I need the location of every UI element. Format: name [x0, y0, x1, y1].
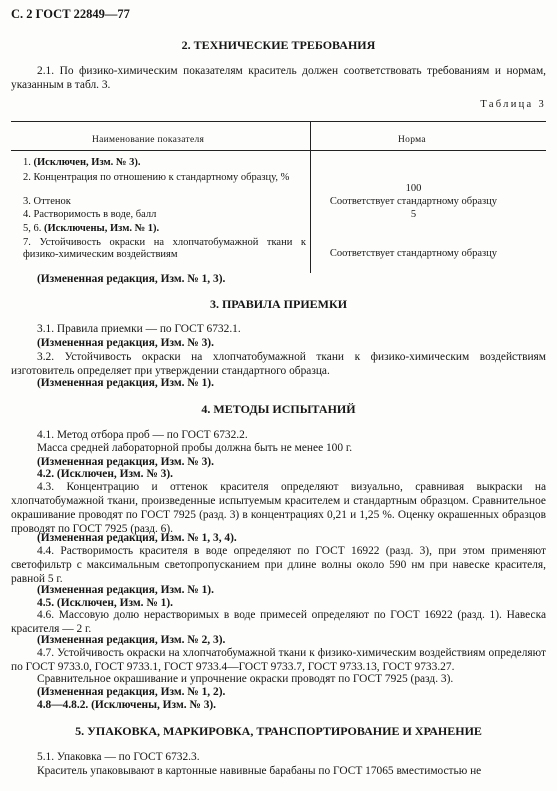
paragraph-4-8: 4.8—4.8.2. (Исключены, Изм. № 3).: [37, 699, 217, 711]
row-number: 3.: [23, 196, 34, 207]
amendment-note: (Измененная редакция, Изм. № 3).: [37, 456, 214, 468]
section-2-title: 2. ТЕХНИЧЕСКИЕ ТРЕБОВАНИЯ: [181, 38, 376, 52]
table-amendment-note: (Измененная редакция, Изм. № 1, 3).: [37, 273, 226, 285]
row-number: 5, 6.: [23, 223, 44, 234]
section-5-title: 5. УПАКОВКА, МАРКИРОВКА, ТРАНСПОРТИРОВАНИЕ И ХРАНЕНИЕ: [75, 724, 482, 738]
table-header-rule: [11, 150, 546, 151]
row-number: 7.: [23, 237, 40, 248]
table-header-indicator: Наименование показателя: [92, 135, 205, 145]
row-name: (Исключен, Изм. № 3).: [33, 157, 141, 168]
section-4-title: 4. МЕТОДЫ ИСПЫТАНИЙ: [201, 402, 356, 416]
amendment-note: (Измененная редакция, Изм. № 1, 2).: [37, 686, 226, 698]
row-name: Оттенок: [33, 196, 71, 207]
page-header: С. 2 ГОСТ 22849—77: [11, 7, 130, 21]
row-norm: Соответствует стандартному образцу: [329, 196, 498, 207]
row-number: 1.: [23, 157, 34, 168]
paragraph-4-1: 4.1. Метод отбора проб — по ГОСТ 6732.2.: [37, 429, 248, 441]
row-norm: 100: [405, 183, 422, 194]
row-name: Устойчивость окраски на хлопчатобумажной ткани к физико-химическим воздействиям: [23, 237, 307, 260]
table-row: [23, 196, 306, 208]
paragraph-4-3: 4.3. Концентрацию и оттенок красителя определяют визуально, сравнивая выкраски на хлопчатобумажной ткани, произведенные испытуемым красителем и стандартным образцом. Сравнительное окрашивание проводят по ГОСТ 7925 (разд. 3) в концентрациях 0,21 и 1,25 %. Оценку окрашенных образцов проводят по ГОСТ 7925 (разд. 6).: [11, 481, 546, 535]
table-row: [23, 157, 306, 169]
amendment-note: (Измененная редакция, Изм. № 2, 3).: [37, 634, 226, 646]
amendment-note: (Измененная редакция, Изм. № 1).: [37, 377, 214, 389]
row-name: Концентрация по отношению к стандартному образцу, %: [33, 172, 290, 183]
paragraph-3-1: 3.1. Правила приемки — по ГОСТ 6732.1.: [37, 323, 241, 335]
table-row: [23, 237, 306, 260]
row-norm: Соответствует стандартному образцу: [329, 248, 498, 259]
paragraph-4-5: 4.5. (Исключен, Изм. № 1).: [37, 597, 173, 609]
table-row: [23, 209, 306, 221]
amendment-note: (Измененная редакция, Изм. № 1).: [37, 584, 214, 596]
paragraph-4-7-dyeing: Сравнительное окрашивание и упрочнение окраски проводят по ГОСТ 7925 (разд. 3).: [37, 673, 454, 685]
row-number: 2.: [23, 172, 34, 183]
paragraph-5-1: 5.1. Упаковка — по ГОСТ 6732.3.: [37, 751, 200, 763]
row-number: 4.: [23, 209, 34, 220]
paragraph-4-2: 4.2. (Исключен, Изм. № 3).: [37, 468, 173, 480]
table-top-rule: [11, 121, 546, 122]
paragraph-4-1-mass: Масса средней лабораторной пробы должна быть не менее 100 г.: [37, 442, 353, 454]
table-row: [23, 172, 306, 184]
table-header-norm: Норма: [398, 135, 426, 145]
paragraph-4-4: 4.4. Растворимость красителя в воде определяют по ГОСТ 16922 (разд. 3), при этом применяют светофильтр с максимальным светопропусканием при длине волны около 590 нм при навеске красителя, равной 5 г.: [11, 545, 546, 585]
row-name: Растворимость в воде, балл: [33, 209, 157, 220]
paragraph-2-1: 2.1. По физико-химическим показателям краситель должен соответствовать требованиям и нормам, указанным в табл. 3.: [11, 65, 546, 91]
table-row: [23, 223, 306, 235]
row-norm: 5: [410, 209, 417, 220]
paragraph-4-7: 4.7. Устойчивость окраски на хлопчатобумажной ткани к физико-химическим воздействиям определяют по ГОСТ 9733.0, ГОСТ 9733.1, ГОСТ 9733.4—ГОСТ 9733.7, ГОСТ 9733.13, ГОСТ 9733.27.: [11, 647, 546, 673]
paragraph-5-1-packaging: Краситель упаковывают в картонные навивные барабаны по ГОСТ 17065 вместимостью не: [37, 765, 482, 777]
amendment-note: (Измененная редакция, Изм. № 1, 3, 4).: [37, 532, 237, 544]
amendment-note: (Измененная редакция, Изм. № 3).: [37, 337, 214, 349]
section-3-title: 3. ПРАВИЛА ПРИЕМКИ: [209, 297, 348, 311]
paragraph-3-2: 3.2. Устойчивость окраски на хлопчатобумажной ткани к физико-химическим воздействиям изготовитель определяет при утверждении стандартного образца.: [11, 351, 546, 377]
table-caption: Таблица 3: [480, 99, 546, 110]
row-name: (Исключены, Изм. № 1).: [44, 223, 160, 234]
paragraph-4-6: 4.6. Массовую долю нерастворимых в воде примесей определяют по ГОСТ 16922 (разд. 1). Навеска красителя — 2 г.: [11, 609, 546, 635]
